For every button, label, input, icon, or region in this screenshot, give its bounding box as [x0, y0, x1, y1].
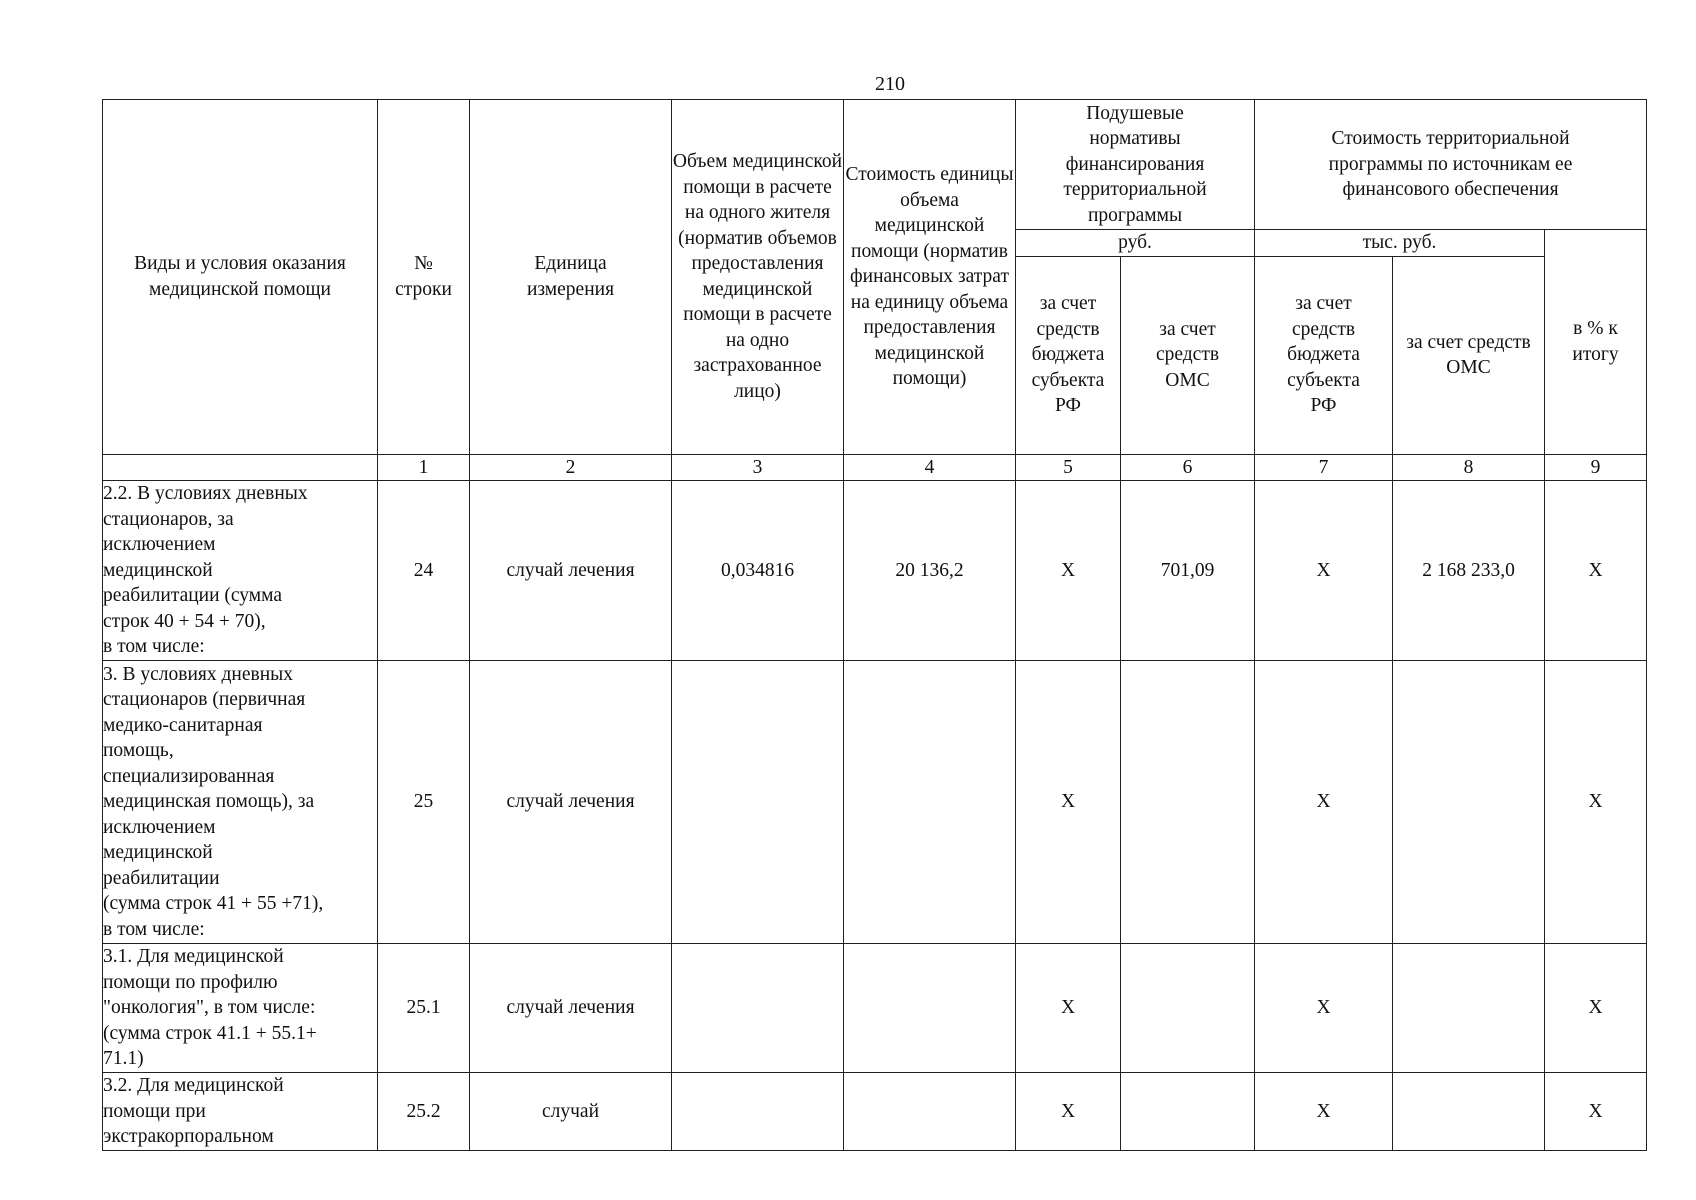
- header-budget-5: за счет средств бюджета субъекта РФ: [1016, 256, 1121, 454]
- row-col8: [1393, 1073, 1545, 1151]
- row-unit: случай лечения: [470, 481, 672, 661]
- row-kind-line: исключением: [103, 534, 216, 556]
- row-col5: X: [1016, 1073, 1121, 1151]
- row-volume: 0,034816: [672, 481, 844, 661]
- table-row: [103, 661, 1647, 944]
- row-unit: случай лечения: [470, 661, 672, 944]
- header-oms-8: за счет средств ОМС: [1393, 256, 1545, 454]
- column-number-row: [103, 454, 1647, 481]
- row-kind-line: в том числе:: [103, 636, 205, 658]
- row-unit: случай: [470, 1073, 672, 1151]
- row-kind-line: помощь,: [103, 740, 174, 762]
- header-thousand-rub: тыс. руб.: [1255, 230, 1545, 257]
- row-volume: [672, 661, 844, 944]
- row-col9: X: [1545, 481, 1647, 661]
- row-kind: [103, 661, 378, 944]
- row-col9: X: [1545, 1073, 1647, 1151]
- row-number: 24: [378, 481, 470, 661]
- header-oms-6: за счет средств ОМС: [1121, 256, 1255, 454]
- row-kind-line: (сумма строк 41 + 55 +71),: [103, 893, 324, 915]
- row-col5: X: [1016, 944, 1121, 1073]
- row-kind-line: в том числе:: [103, 918, 205, 940]
- row-kind-line: 3.2. Для медицинской: [103, 1075, 284, 1096]
- column-number: 3: [672, 454, 844, 481]
- row-col6: [1121, 1073, 1255, 1151]
- row-unit: случай лечения: [470, 944, 672, 1073]
- row-unit-cost: [844, 944, 1016, 1073]
- row-col5: X: [1016, 481, 1121, 661]
- row-col7: X: [1255, 481, 1393, 661]
- column-number: 6: [1121, 454, 1255, 481]
- row-kind-line: медико-санитарная: [103, 714, 263, 736]
- row-kind-line: помощи по профилю: [103, 971, 278, 993]
- row-col6: [1121, 661, 1255, 944]
- row-kind-line: 3.1. Для медицинской: [103, 946, 284, 968]
- row-number: 25: [378, 661, 470, 944]
- row-col6: [1121, 944, 1255, 1073]
- column-number: 1: [378, 454, 470, 481]
- row-kind: [103, 1073, 378, 1151]
- row-kind-line: исключением: [103, 816, 216, 838]
- row-kind: [103, 481, 378, 661]
- header-unit: Единица измерения: [470, 100, 672, 455]
- row-unit-cost: [844, 1073, 1016, 1151]
- column-number: 2: [470, 454, 672, 481]
- header-row-no: № строки: [378, 100, 470, 455]
- column-number: 7: [1255, 454, 1393, 481]
- funding-table: [102, 99, 1647, 1151]
- row-kind-line: медицинская помощь), за: [103, 791, 315, 813]
- row-col9: X: [1545, 944, 1647, 1073]
- row-col9: X: [1545, 661, 1647, 944]
- header-volume: Объем медицинской помощи в расчете на одного жителя (норматив объемов предоставления медицинской помощи в расчете на одно застрахованное лицо): [672, 100, 844, 455]
- page-number: 210: [875, 73, 905, 95]
- row-kind-line: 2.2. В условиях дневных: [103, 483, 308, 505]
- row-kind-line: 71.1): [103, 1048, 144, 1070]
- row-number: 25.2: [378, 1073, 470, 1151]
- row-kind-line: реабилитации (сумма: [103, 585, 283, 607]
- header-per-capita: Подушевые нормативы финансирования территориальной программы: [1016, 100, 1255, 230]
- row-kind-line: медицинской: [103, 842, 213, 864]
- column-number: 9: [1545, 454, 1647, 481]
- row-kind-line: 3. В условиях дневных: [103, 663, 294, 685]
- table-row: [103, 1073, 1647, 1151]
- row-kind-line: экстракорпоральном: [103, 1126, 274, 1147]
- column-number: 5: [1016, 454, 1121, 481]
- row-number: 25.1: [378, 944, 470, 1073]
- row-kind-line: специализированная: [103, 765, 275, 787]
- header-percent: в % к итогу: [1545, 230, 1647, 455]
- row-volume: [672, 1073, 844, 1151]
- row-col8: [1393, 661, 1545, 944]
- row-col8: 2 168 233,0: [1393, 481, 1545, 661]
- row-kind-line: строк 40 + 54 + 70),: [103, 610, 266, 632]
- table-row: [103, 944, 1647, 1073]
- row-kind-line: стационаров, за: [103, 508, 234, 530]
- header-cost: Стоимость территориальной программы по источникам ее финансового обеспечения: [1255, 100, 1647, 230]
- row-col8: [1393, 944, 1545, 1073]
- row-col7: X: [1255, 944, 1393, 1073]
- row-kind-line: "онкология", в том числе:: [103, 997, 316, 1019]
- row-kind-line: медицинской: [103, 559, 213, 581]
- header-budget-7: за счет средств бюджета субъекта РФ: [1255, 256, 1393, 454]
- header-kind: Виды и условия оказания медицинской помощи: [103, 100, 378, 455]
- header-rub: руб.: [1016, 230, 1255, 257]
- row-kind-line: (сумма строк 41.1 + 55.1+: [103, 1022, 317, 1044]
- row-kind-line: реабилитации: [103, 867, 220, 889]
- row-unit-cost: 20 136,2: [844, 481, 1016, 661]
- row-col5: X: [1016, 661, 1121, 944]
- header-unit-cost: Стоимость единицы объема медицинской помощи (норматив финансовых затрат на единицу объема предоставления медицинской помощи): [844, 100, 1016, 455]
- row-kind-line: помощи при: [103, 1100, 206, 1122]
- column-number: 4: [844, 454, 1016, 481]
- row-unit-cost: [844, 661, 1016, 944]
- row-col7: X: [1255, 661, 1393, 944]
- row-col7: X: [1255, 1073, 1393, 1151]
- column-number: 8: [1393, 454, 1545, 481]
- row-kind-line: стационаров (первичная: [103, 689, 306, 711]
- row-volume: [672, 944, 844, 1073]
- column-number: [103, 454, 378, 481]
- table-row: [103, 481, 1647, 661]
- row-col6: 701,09: [1121, 481, 1255, 661]
- row-kind: [103, 944, 378, 1073]
